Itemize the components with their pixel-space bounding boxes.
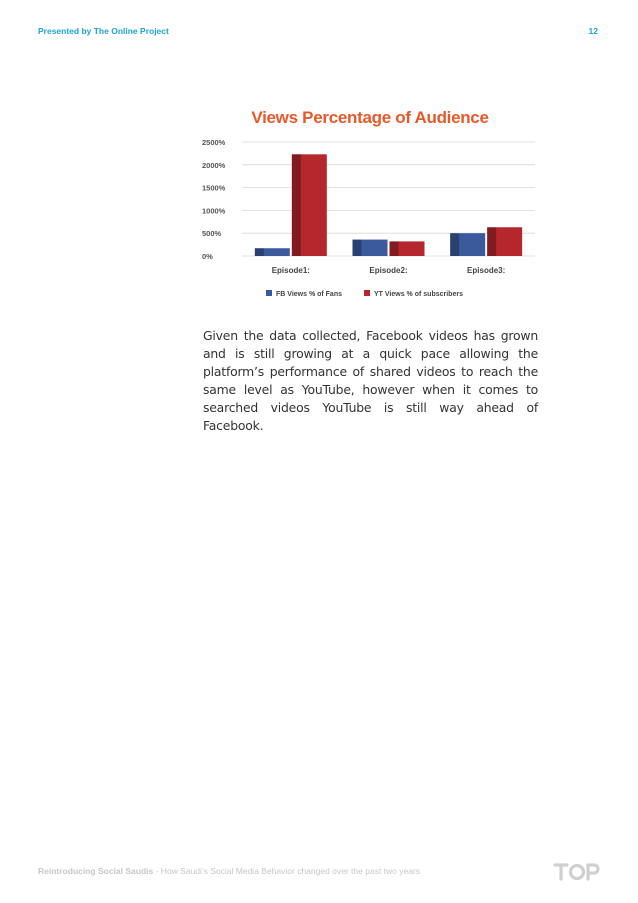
y-tick-label: 2500% bbox=[202, 138, 226, 147]
footer-title: Reintroducing Social Saudis bbox=[38, 866, 154, 876]
body-paragraph: Given the data collected, Facebook videos has grown and is still growing at a quick pace allowing the platform’s performance of shared videos to reach the same level as YouTube, however when it comes to searched videos YouTube is still way ahead of Facebook. bbox=[203, 328, 538, 433]
top-logo-icon bbox=[552, 860, 602, 882]
y-tick-label: 500% bbox=[202, 229, 222, 239]
chart-container bbox=[190, 100, 550, 310]
bar-shade bbox=[353, 240, 362, 256]
bar-shade bbox=[390, 241, 399, 256]
footer-subtitle: - How Saudi’s Social Media Behavior changed over the past two years bbox=[153, 866, 421, 876]
y-tick-label: 1000% bbox=[202, 206, 226, 216]
y-tick-label: 1500% bbox=[202, 183, 226, 193]
legend-swatch bbox=[266, 290, 272, 296]
y-tick-label: 0% bbox=[202, 252, 213, 261]
x-category-label: Episode3: bbox=[467, 266, 506, 275]
x-category-label: Episode1: bbox=[271, 266, 310, 275]
bar-shade bbox=[292, 154, 301, 256]
bar-shade bbox=[450, 233, 459, 256]
x-category-label: Episode2: bbox=[369, 266, 408, 275]
bar-chart bbox=[190, 100, 550, 310]
y-tick-label: 2000% bbox=[202, 160, 226, 170]
legend-swatch bbox=[364, 290, 370, 296]
presenter-label: Presented by The Online Project bbox=[38, 26, 169, 36]
page-number: 12 bbox=[588, 26, 598, 36]
bar-shade bbox=[487, 227, 496, 256]
legend-label: YT Views % of subscribers bbox=[374, 291, 463, 298]
legend-label: FB Views % of Fans bbox=[276, 291, 342, 298]
chart-title: Views Percentage of Audience bbox=[251, 108, 489, 127]
bar-shade bbox=[255, 248, 264, 256]
footer-text bbox=[38, 866, 420, 876]
